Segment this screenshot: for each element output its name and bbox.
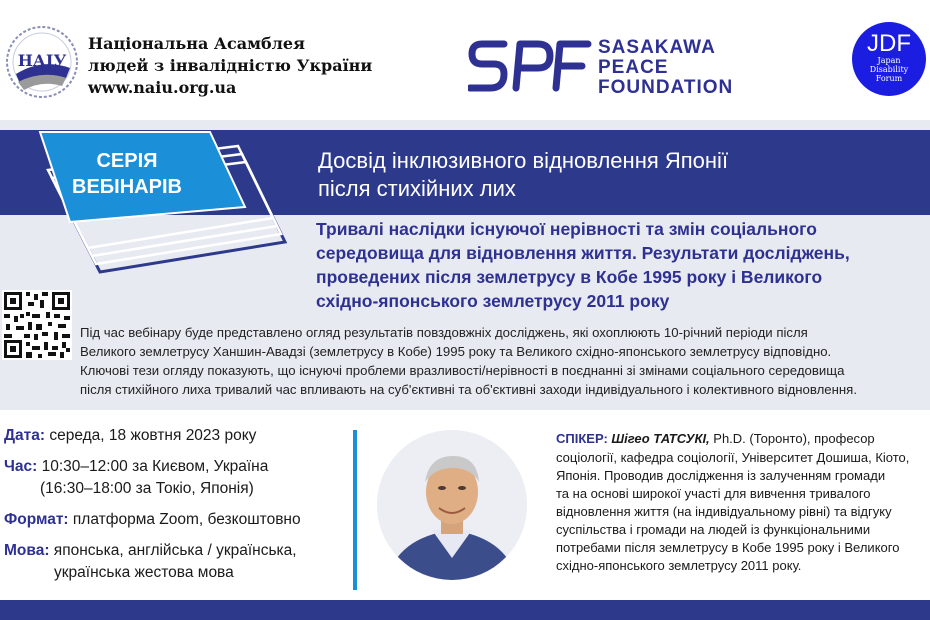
speaker-bio-line-5: відновлення життя (на індивідуальному рівні) та відгуку: [556, 504, 892, 519]
description-line-3: Ключові тези огляду показують, що існуючі проблеми вразливості/нерівності в поєднанні зі змінами соціального середовища: [80, 363, 845, 378]
language-label: Мова:: [4, 542, 50, 559]
subtitle-line-1: Тривалі наслідки існуючої нерівності та змін соціального: [316, 219, 817, 239]
org-name-line-1: Національна Асамблея: [88, 34, 305, 53]
date-label: Дата:: [4, 427, 46, 444]
spf-logo: [468, 36, 592, 96]
speaker-bio-line-7: потребами після землетрусу в Кобе 1995 року і Великого: [556, 540, 900, 555]
jdf-title: JDF: [867, 30, 911, 57]
format-row: [4, 509, 301, 531]
time-value-tokyo: (16:30–18:00 за Токіо, Японія): [40, 480, 254, 497]
speaker-label: СПІКЕР:: [556, 431, 608, 446]
jdf-sub-2: Disability: [869, 65, 909, 74]
webinar-title-line-2: після стихійних лих: [318, 176, 516, 201]
series-label-1: СЕРІЯ: [96, 150, 158, 172]
date-value: середа, 18 жовтня 2023 року: [45, 427, 257, 444]
description-line-1: Під час вебінару буде представлено огляд результатів повздовжніх досліджень, які охоплюють 10-річний періоди після: [80, 325, 808, 340]
speaker-credentials: Ph.D. (Торонто), професор: [709, 431, 875, 446]
speaker-bio-line-2: соціології, кафедра соціології, Університет Дошиша, Кіото,: [556, 450, 910, 465]
jdf-sub-3: Forum: [875, 74, 903, 83]
format-label: Формат:: [4, 511, 69, 528]
time-label: Час:: [4, 458, 38, 475]
series-label-2: ВЕБІНАРІВ: [72, 176, 182, 198]
speaker-portrait-image: [377, 430, 527, 580]
speaker-photo: [377, 430, 527, 580]
speaker-bio-line-6: суспільства і громади на людей із функціональними: [556, 522, 871, 537]
naiu-logo-text: НАІУ: [17, 51, 67, 70]
language-row: [4, 540, 297, 562]
speaker-line-1: [556, 430, 930, 447]
org-name-line-2: людей з інвалідністю України: [88, 56, 373, 75]
description-line-2: Великого землетрусу Ханшин-Авадзі (землетрусу в Кобе) 1995 року та Великого східно-японського землетрусу відповідно.: [80, 344, 832, 359]
subtitle-line-2: середовища для відновлення життя. Результати досліджень,: [316, 243, 850, 263]
speaker-name: Шігео ТАТСУКІ,: [607, 431, 710, 446]
vertical-divider: [353, 430, 357, 590]
jdf-sub-1: Japan: [877, 56, 901, 65]
speaker-bio-line-3: Японія. Проводив дослідження із залученням громади: [556, 468, 886, 483]
time-value: 10:30–12:00 за Києвом, Україна: [37, 458, 269, 475]
speaker-bio-line-8: східно-японського землетрусу 2011 року.: [556, 558, 802, 573]
subtitle-line-4: східно-японського землетрусу 2011 року: [316, 291, 670, 311]
time-row: [4, 456, 268, 478]
webinar-title-line-1: Досвід інклюзивного відновлення Японії: [318, 148, 729, 173]
spf-name-line-2: PEACE: [598, 57, 669, 78]
format-value: платформа Zoom, безкоштовно: [68, 511, 301, 528]
spf-name-line-1: SASAKAWA: [598, 37, 716, 58]
paper-stack-graphic: [0, 122, 320, 282]
subtitle-line-3: проведених після землетрусу в Кобе 1995 року і Великого: [316, 267, 823, 287]
footer-stripe: [0, 600, 930, 620]
spf-name-line-3: FOUNDATION: [598, 77, 734, 98]
qr-code[interactable]: [2, 290, 72, 360]
description-line-4: після стихійного лиха тривалий час впливають на суб'єктивні та об'єктивні заходи індивідуального і колективного відновлення.: [80, 382, 857, 397]
language-value: японська, англійська / українська,: [49, 542, 297, 559]
spf-logo-text: SPF: [468, 36, 470, 37]
jdf-logo: [852, 22, 926, 96]
org-website[interactable]: www.naiu.org.ua: [88, 78, 237, 97]
naiu-logo: [4, 22, 80, 102]
language-value-2: українська жестова мова: [54, 564, 234, 581]
date-row: [4, 425, 256, 447]
speaker-bio-line-4: та на основі широкої участі для вивчення тривалого: [556, 486, 871, 501]
